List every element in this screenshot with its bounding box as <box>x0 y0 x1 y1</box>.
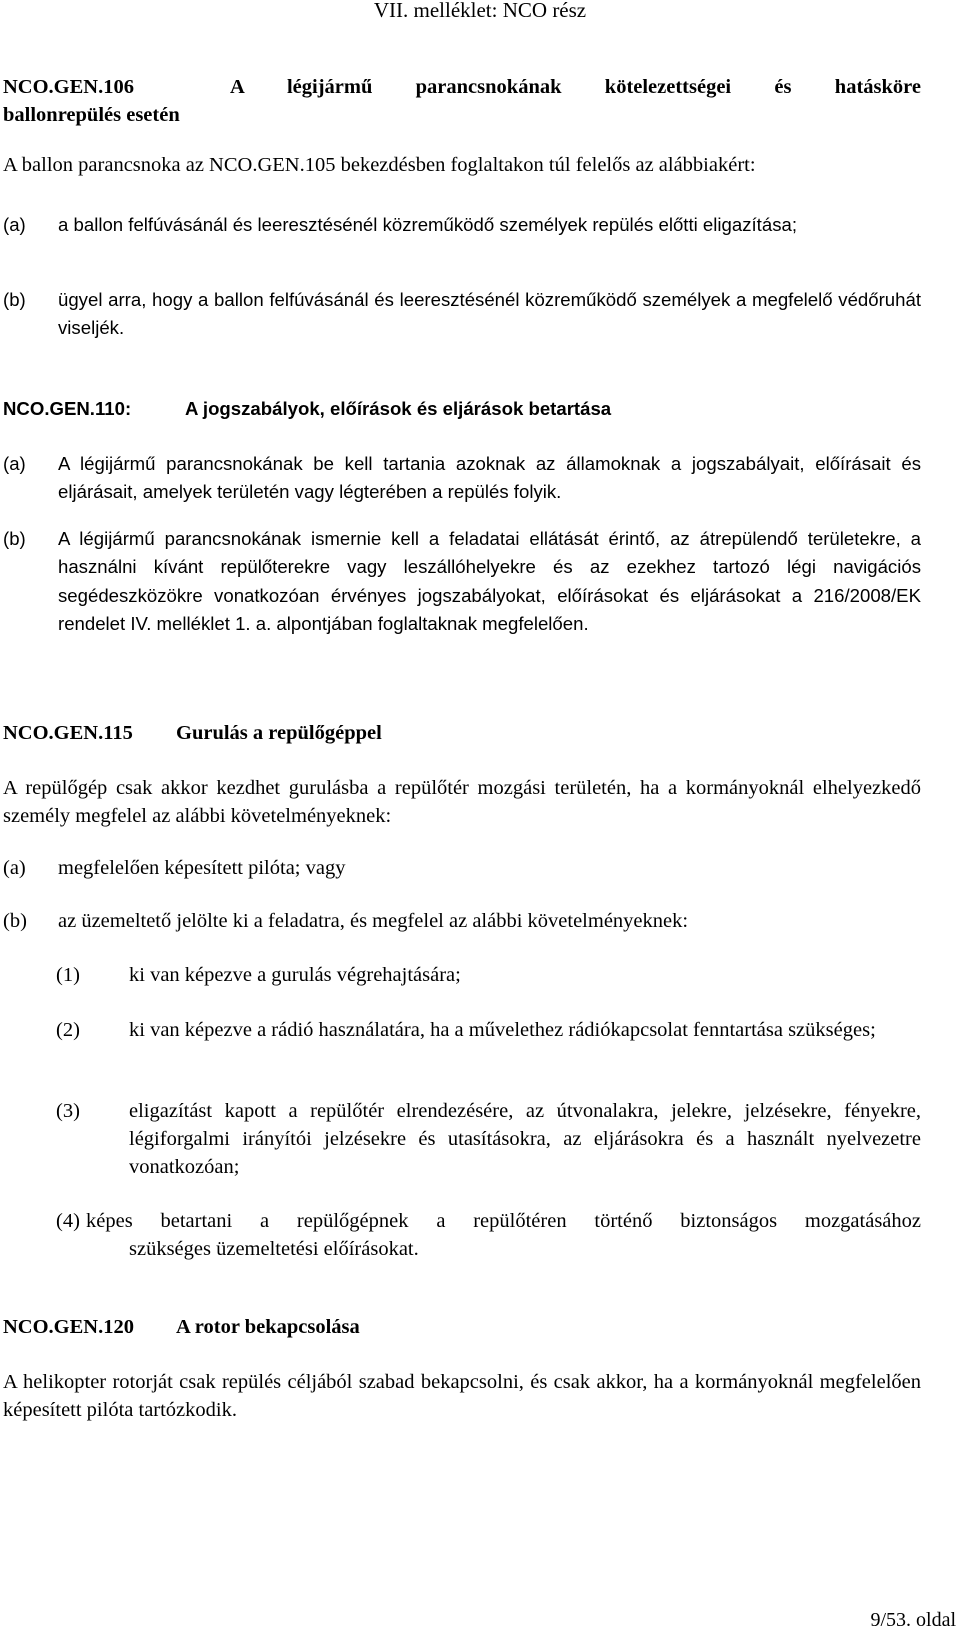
sub-list-item <box>56 1207 921 1263</box>
section-106-title-continued: ballonrepülés esetén <box>3 104 180 126</box>
sub-list-item-text: ki van képezve a rádió használatára, ha a művelethez rádiókapcsolat fenntartása szükséges; <box>129 1019 876 1041</box>
section-106-code: NCO.GEN.106 <box>3 76 134 98</box>
sub-list-item-text-line: képes betartani a repülőgépnek a repülőtéren történő biztonságos mozgatásához <box>86 1210 921 1232</box>
section-110-code: NCO.GEN.110: <box>3 398 132 419</box>
sub-list-item-label: (4) <box>56 1210 80 1232</box>
list-item-label: (b) <box>3 528 26 549</box>
sub-list-item-text <box>86 1207 921 1263</box>
sub-list-item <box>56 961 921 989</box>
section-120-code: NCO.GEN.120 <box>3 1316 134 1338</box>
list-item-text: A légijármű parancsnokának be kell tartania azoknak az államoknak a jogszabályait, előírásait és eljárásait, amelyek területén vagy légterében a repülés folyik. <box>58 453 921 502</box>
sub-list-item-text: ki van képezve a gurulás végrehajtására; <box>129 964 461 986</box>
section-115-code: NCO.GEN.115 <box>3 722 133 744</box>
list-item-label: (a) <box>3 857 26 879</box>
list-item <box>3 907 921 935</box>
list-item <box>3 450 921 506</box>
list-item-label: (a) <box>3 214 26 235</box>
section-120-title: A rotor bekapcsolása <box>176 1316 360 1338</box>
section-106-heading <box>3 73 921 129</box>
section-120-text: A helikopter rotorját csak repülés céljából szabad bekapcsolni, és csak akkor, ha a kormányoknál megfelelően képesített pilóta tartózkodik. <box>3 1371 921 1421</box>
sub-list-item <box>56 1097 921 1181</box>
section-115-heading <box>3 719 921 747</box>
list-item-text: A légijármű parancsnokának ismernie kell a feladatai ellátását érintő, az átrepülendő területekre, a használni kívánt repülőterekre vagy leszállóhelyekre és az ezekhez tartozó légi navigációs segédeszközökre vonatkozóan érvényes jogszabályokat, előírásokat és eljárásokat a 216/2008/EK rendelet IV. melléklet 1. a. alpontjában foglaltaknak megfelelően. <box>58 528 921 635</box>
list-item <box>3 211 921 239</box>
sub-list-item-text: eligazítást kapott a repülőtér elrendezésére, az útvonalakra, jelekre, jelzésekre, fényekre, légiforgalmi irányítói jelzésekre és utasításokra, az eljárásokra és a használt nyelvezetre vonatkozóan; <box>129 1100 921 1178</box>
list-item-text: az üzemeltető jelölte ki a feladatra, és megfelel az alábbi követelményeknek: <box>58 910 689 932</box>
list-item-text: a ballon felfúvásánál és leeresztésénél közreműködő személyek repülés előtti eligazítása; <box>58 214 797 235</box>
page-number: 9/53. oldal <box>870 1609 956 1631</box>
sub-list-item <box>56 1016 921 1044</box>
section-110-title: A jogszabályok, előírások és eljárások betartása <box>185 398 612 419</box>
list-item <box>3 286 921 342</box>
section-115-intro: A repülőgép csak akkor kezdhet gurulásba a repülőtér mozgási területén, ha a kormányoknál elhelyezkedő személy megfelel az alábbi követelményeknek: <box>3 777 921 827</box>
sub-list-item-label: (2) <box>56 1019 80 1041</box>
list-item-label: (b) <box>3 289 26 310</box>
running-header: VII. melléklet: NCO rész <box>373 0 587 22</box>
section-106-intro: A ballon parancsnoka az NCO.GEN.105 bekezdésben foglaltakon túl felelős az alábbiakért: <box>3 154 756 176</box>
sub-list-item-label: (1) <box>56 964 80 986</box>
list-item-label: (b) <box>3 910 27 932</box>
sub-list-item-text-continued: szükséges üzemeltetési előírásokat. <box>129 1238 419 1260</box>
section-115-title: Gurulás a repülőgéppel <box>176 722 382 744</box>
list-item <box>3 854 921 882</box>
list-item <box>3 525 921 639</box>
list-item-label: (a) <box>3 453 26 474</box>
list-item-text: megfelelően képesített pilóta; vagy <box>58 857 346 879</box>
section-106-title: A légijármű parancsnokának kötelezettségei és hatásköre <box>230 76 921 98</box>
section-110-heading <box>3 395 921 423</box>
section-120-heading <box>3 1313 921 1341</box>
sub-list-item-label: (3) <box>56 1100 80 1122</box>
list-item-text: ügyel arra, hogy a ballon felfúvásánál és leeresztésénél közreműködő személyek a megfelelő védőruhát viseljék. <box>58 289 921 338</box>
